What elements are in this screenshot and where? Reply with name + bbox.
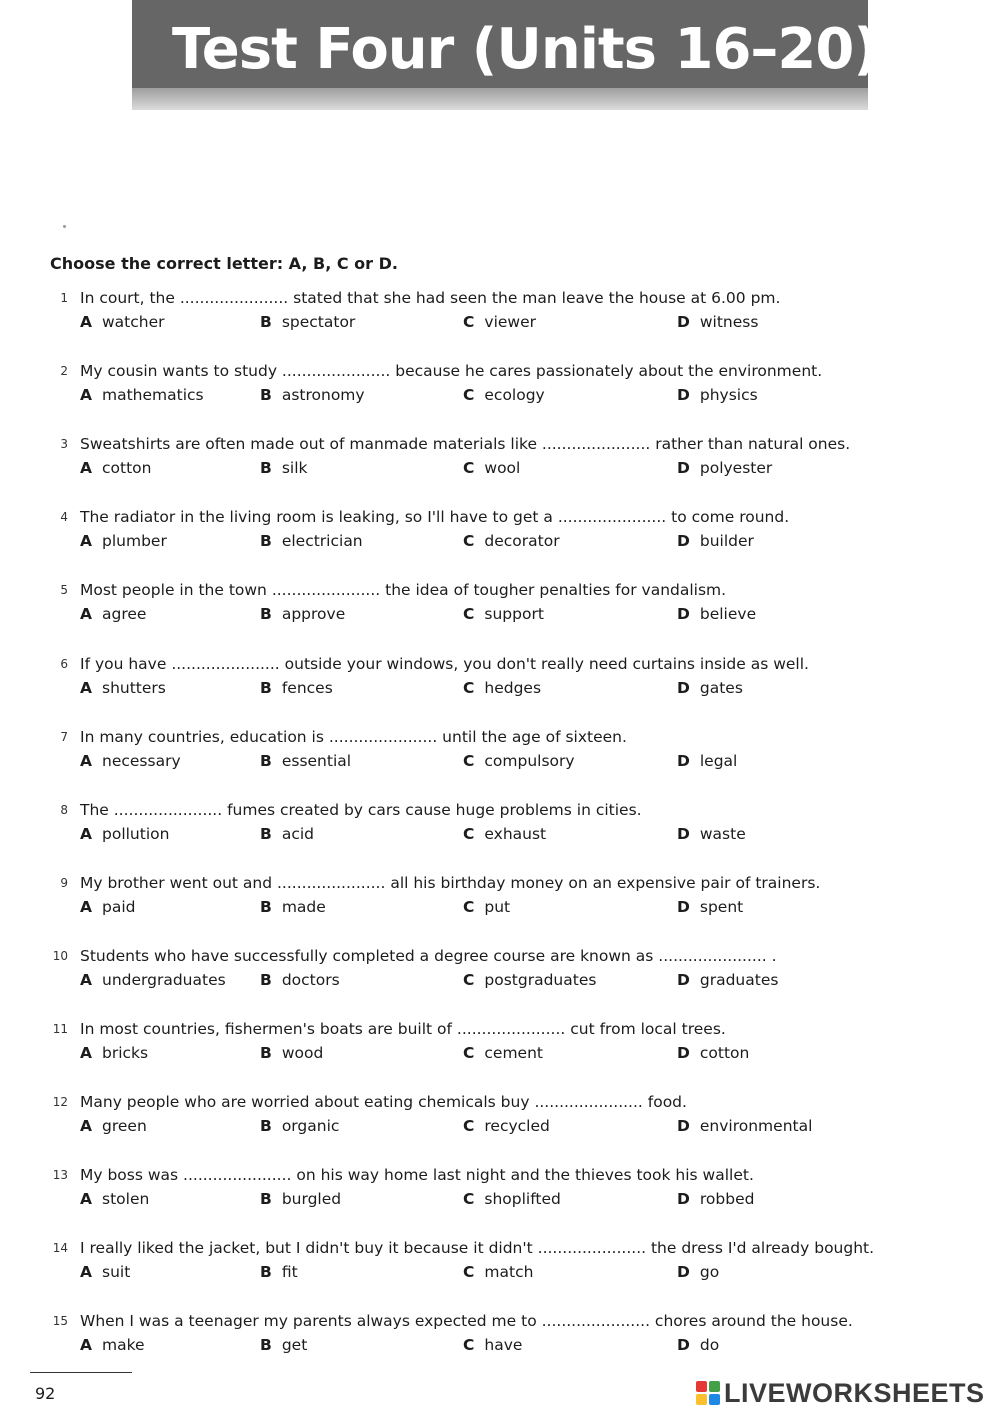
option-letter: D (677, 679, 690, 697)
option-letter: B (260, 1336, 272, 1354)
option-letter: C (463, 825, 475, 843)
answer-option (80, 896, 135, 918)
option-letter: D (677, 1044, 690, 1062)
answer-option (463, 823, 546, 845)
option-letter: B (260, 1263, 272, 1281)
option-text: paid (102, 898, 136, 916)
option-letter: D (677, 898, 690, 916)
answer-option (463, 750, 575, 772)
question-number: 12 (52, 1095, 68, 1109)
option-letter: D (677, 752, 690, 770)
option-text: postgraduates (484, 971, 597, 989)
option-letter: D (677, 1263, 690, 1281)
question-number: 8 (60, 803, 68, 817)
answer-option (260, 1188, 341, 1210)
option-text: decorator (484, 532, 560, 550)
option-letter: B (260, 459, 272, 477)
option-text: hedges (484, 679, 542, 697)
question-item (0, 360, 1000, 416)
option-letter: B (260, 1044, 272, 1062)
option-letter: C (463, 1263, 475, 1281)
option-letter: A (80, 752, 92, 770)
option-letter: C (463, 971, 475, 989)
option-text: undergraduates (102, 971, 226, 989)
option-text: have (484, 1336, 523, 1354)
option-letter: D (677, 532, 690, 550)
logo-square-yellow (696, 1394, 707, 1405)
option-letter: A (80, 898, 92, 916)
answer-option (80, 750, 181, 772)
option-text: burgled (281, 1190, 342, 1208)
option-text: green (102, 1117, 147, 1135)
answer-option (260, 384, 365, 406)
answer-option (677, 384, 758, 406)
brand-name: LIVEWORKSHEETS (724, 1377, 985, 1408)
answer-option (463, 969, 596, 991)
answer-option (260, 1115, 339, 1137)
question-item (0, 433, 1000, 489)
option-text: astronomy (281, 386, 365, 404)
option-letter: A (80, 1117, 92, 1135)
option-text: approve (281, 605, 346, 623)
question-item (0, 1091, 1000, 1147)
option-text: bricks (102, 1044, 149, 1062)
option-text: mathematics (102, 386, 204, 404)
option-letter: A (80, 1190, 92, 1208)
answer-option (677, 1115, 812, 1137)
question-text: In most countries, fishermen's boats are built of ...................... cut from local trees. (80, 1020, 726, 1038)
option-letter: A (80, 971, 92, 989)
answer-option (80, 384, 204, 406)
question-number: 1 (60, 291, 68, 305)
option-text: fit (281, 1263, 298, 1281)
option-letter: C (463, 386, 475, 404)
question-item (0, 1310, 1000, 1366)
option-text: cotton (102, 459, 152, 477)
answer-option (80, 457, 151, 479)
answer-option (463, 1115, 550, 1137)
question-number: 6 (60, 657, 68, 671)
option-letter: A (80, 1336, 92, 1354)
option-letter: A (80, 532, 92, 550)
option-text: match (484, 1263, 534, 1281)
option-text: wood (281, 1044, 324, 1062)
option-text: silk (281, 459, 308, 477)
option-text: acid (281, 825, 314, 843)
option-letter: C (463, 679, 475, 697)
title-bar (132, 0, 878, 88)
question-text: In many countries, education is ...................... until the age of sixteen. (80, 728, 627, 746)
option-text: agree (102, 605, 147, 623)
option-letter: D (677, 825, 690, 843)
option-letter: A (80, 459, 92, 477)
answer-option (677, 823, 746, 845)
option-letter: C (463, 605, 475, 623)
answer-option (677, 603, 756, 625)
option-letter: B (260, 605, 272, 623)
answer-option (260, 530, 363, 552)
answer-option (677, 1334, 719, 1356)
option-letter: D (677, 971, 690, 989)
answer-option (80, 1334, 145, 1356)
option-text: spectator (281, 313, 356, 331)
page-number: 92 (35, 1384, 56, 1403)
option-text: witness (699, 313, 759, 331)
option-letter: B (260, 386, 272, 404)
question-item (0, 579, 1000, 635)
question-item (0, 1237, 1000, 1293)
answer-option (80, 603, 146, 625)
answer-option (260, 1261, 298, 1283)
option-text: doctors (281, 971, 340, 989)
option-text: robbed (699, 1190, 755, 1208)
option-letter: D (677, 1190, 690, 1208)
option-text: necessary (102, 752, 181, 770)
answer-option (677, 969, 778, 991)
option-text: suit (102, 1263, 131, 1281)
question-number: 10 (52, 949, 68, 963)
option-text: polyester (699, 459, 773, 477)
answer-option (463, 1261, 533, 1283)
question-text: Students who have successfully completed a degree course are known as ...................... . (80, 947, 777, 965)
option-text: spent (699, 898, 744, 916)
answer-option (677, 896, 743, 918)
option-text: graduates (699, 971, 779, 989)
answer-option (677, 1042, 749, 1064)
option-text: shoplifted (484, 1190, 561, 1208)
answer-option (260, 750, 351, 772)
question-number: 9 (60, 876, 68, 890)
option-letter: B (260, 1117, 272, 1135)
option-text: cement (484, 1044, 543, 1062)
option-text: organic (281, 1117, 340, 1135)
option-text: made (281, 898, 326, 916)
question-text: My brother went out and ...................... all his birthday money on an expensive pair of trainers. (80, 874, 821, 892)
answer-option (677, 1188, 754, 1210)
logo-square-blue (709, 1394, 720, 1405)
option-text: plumber (102, 532, 167, 550)
answer-option (260, 1334, 307, 1356)
answer-option (463, 1334, 522, 1356)
option-text: go (699, 1263, 720, 1281)
stray-dot (63, 225, 66, 228)
option-text: make (102, 1336, 145, 1354)
option-letter: B (260, 752, 272, 770)
option-text: builder (699, 532, 754, 550)
question-item (0, 506, 1000, 562)
option-letter: C (463, 1044, 475, 1062)
option-text: support (484, 605, 544, 623)
question-text: Many people who are worried about eating chemicals buy ...................... food. (80, 1093, 687, 1111)
question-text: In court, the ...................... stated that she had seen the man leave the house at 6.00 pm. (80, 289, 781, 307)
answer-option (463, 457, 520, 479)
option-text: environmental (699, 1117, 813, 1135)
question-item (0, 872, 1000, 928)
question-text: My cousin wants to study ...................... because he cares passionately about the environment. (80, 362, 823, 380)
question-text: If you have ...................... outside your windows, you don't really need curtains inside as well. (80, 655, 809, 673)
answer-option (463, 1188, 561, 1210)
answer-option (463, 311, 536, 333)
answer-option (260, 311, 355, 333)
option-letter: C (463, 1190, 475, 1208)
answer-option (463, 603, 544, 625)
option-letter: C (463, 898, 475, 916)
option-text: put (484, 898, 511, 916)
option-text: ecology (484, 386, 545, 404)
question-number: 11 (52, 1022, 68, 1036)
answer-option (463, 384, 545, 406)
option-text: get (281, 1336, 308, 1354)
question-item (0, 287, 1000, 343)
answer-option (260, 677, 333, 699)
option-letter: B (260, 532, 272, 550)
option-letter: C (463, 752, 475, 770)
question-text: Most people in the town ...................... the idea of tougher penalties for vandalism. (80, 581, 727, 599)
option-letter: C (463, 313, 475, 331)
logo-square-green (709, 1381, 720, 1392)
logo-square-red (696, 1381, 707, 1392)
option-text: waste (699, 825, 746, 843)
answer-option (463, 1042, 543, 1064)
question-number: 2 (60, 364, 68, 378)
option-letter: C (463, 1117, 475, 1135)
question-item (0, 1018, 1000, 1074)
option-letter: B (260, 971, 272, 989)
answer-option (677, 530, 754, 552)
answer-option (80, 1042, 148, 1064)
question-item (0, 945, 1000, 1001)
question-item (0, 653, 1000, 709)
answer-option (463, 896, 510, 918)
answer-option (80, 1261, 130, 1283)
question-text: I really liked the jacket, but I didn't buy it because it didn't ...................... the dress I'd already bought. (80, 1239, 875, 1257)
answer-option (80, 530, 167, 552)
question-item (0, 726, 1000, 782)
answer-option (80, 311, 165, 333)
option-letter: D (677, 1117, 690, 1135)
question-text: My boss was ...................... on his way home last night and the thieves took his wallet. (80, 1166, 754, 1184)
option-letter: C (463, 1336, 475, 1354)
option-letter: B (260, 825, 272, 843)
answer-option (677, 457, 772, 479)
question-number: 4 (60, 510, 68, 524)
footer-divider (30, 1372, 132, 1373)
option-letter: A (80, 386, 92, 404)
question-number: 13 (52, 1168, 68, 1182)
option-letter: D (677, 386, 690, 404)
page-title: Test Four (Units 16–20) (172, 17, 878, 82)
liveworksheets-logo-icon (696, 1381, 720, 1405)
instructions: Choose the correct letter: A, B, C or D. (50, 254, 398, 273)
answer-option (260, 457, 308, 479)
question-item (0, 1164, 1000, 1220)
question-number: 3 (60, 437, 68, 451)
question-text: The ...................... fumes created by cars cause huge problems in cities. (80, 801, 642, 819)
option-text: exhaust (484, 825, 547, 843)
option-text: fences (281, 679, 333, 697)
question-number: 14 (52, 1241, 68, 1255)
answer-option (80, 969, 226, 991)
option-letter: A (80, 313, 92, 331)
answer-option (260, 1042, 323, 1064)
option-text: wool (484, 459, 521, 477)
answer-option (80, 1115, 147, 1137)
question-number: 5 (60, 583, 68, 597)
question-number: 7 (60, 730, 68, 744)
option-letter: C (463, 532, 475, 550)
option-letter: D (677, 605, 690, 623)
option-text: stolen (102, 1190, 150, 1208)
option-text: essential (281, 752, 352, 770)
option-text: legal (699, 752, 738, 770)
question-text: When I was a teenager my parents always expected me to ...................... chores around the house. (80, 1312, 853, 1330)
option-text: watcher (102, 313, 165, 331)
answer-option (80, 1188, 149, 1210)
option-text: shutters (102, 679, 166, 697)
answer-option (260, 823, 314, 845)
option-text: electrician (281, 532, 363, 550)
answer-option (463, 677, 541, 699)
option-text: cotton (699, 1044, 750, 1062)
option-text: compulsory (484, 752, 575, 770)
option-letter: A (80, 1044, 92, 1062)
option-letter: D (677, 313, 690, 331)
option-text: recycled (484, 1117, 550, 1135)
answer-option (80, 677, 166, 699)
option-text: pollution (102, 825, 170, 843)
answer-option (677, 750, 737, 772)
answer-option (463, 530, 560, 552)
option-text: gates (699, 679, 743, 697)
option-letter: B (260, 898, 272, 916)
option-letter: A (80, 1263, 92, 1281)
option-letter: B (260, 1190, 272, 1208)
option-text: believe (699, 605, 757, 623)
option-letter: A (80, 605, 92, 623)
answer-option (260, 896, 326, 918)
question-text: The radiator in the living room is leaking, so I'll have to get a ...................... to come round. (80, 508, 790, 526)
option-letter: A (80, 825, 92, 843)
title-banner (132, 0, 878, 110)
option-text: viewer (484, 313, 536, 331)
option-letter: C (463, 459, 475, 477)
answer-option (80, 823, 169, 845)
answer-option (260, 603, 345, 625)
option-letter: B (260, 313, 272, 331)
option-letter: D (677, 1336, 690, 1354)
brand-watermark (696, 1378, 985, 1408)
answer-option (677, 311, 758, 333)
option-letter: A (80, 679, 92, 697)
option-text: physics (699, 386, 758, 404)
answer-option (677, 677, 743, 699)
question-item (0, 799, 1000, 855)
option-text: do (699, 1336, 720, 1354)
question-text: Sweatshirts are often made out of manmade materials like ...................... rather than natural ones. (80, 435, 851, 453)
option-letter: D (677, 459, 690, 477)
answer-option (260, 969, 340, 991)
question-number: 15 (52, 1314, 68, 1328)
option-letter: B (260, 679, 272, 697)
answer-option (677, 1261, 719, 1283)
